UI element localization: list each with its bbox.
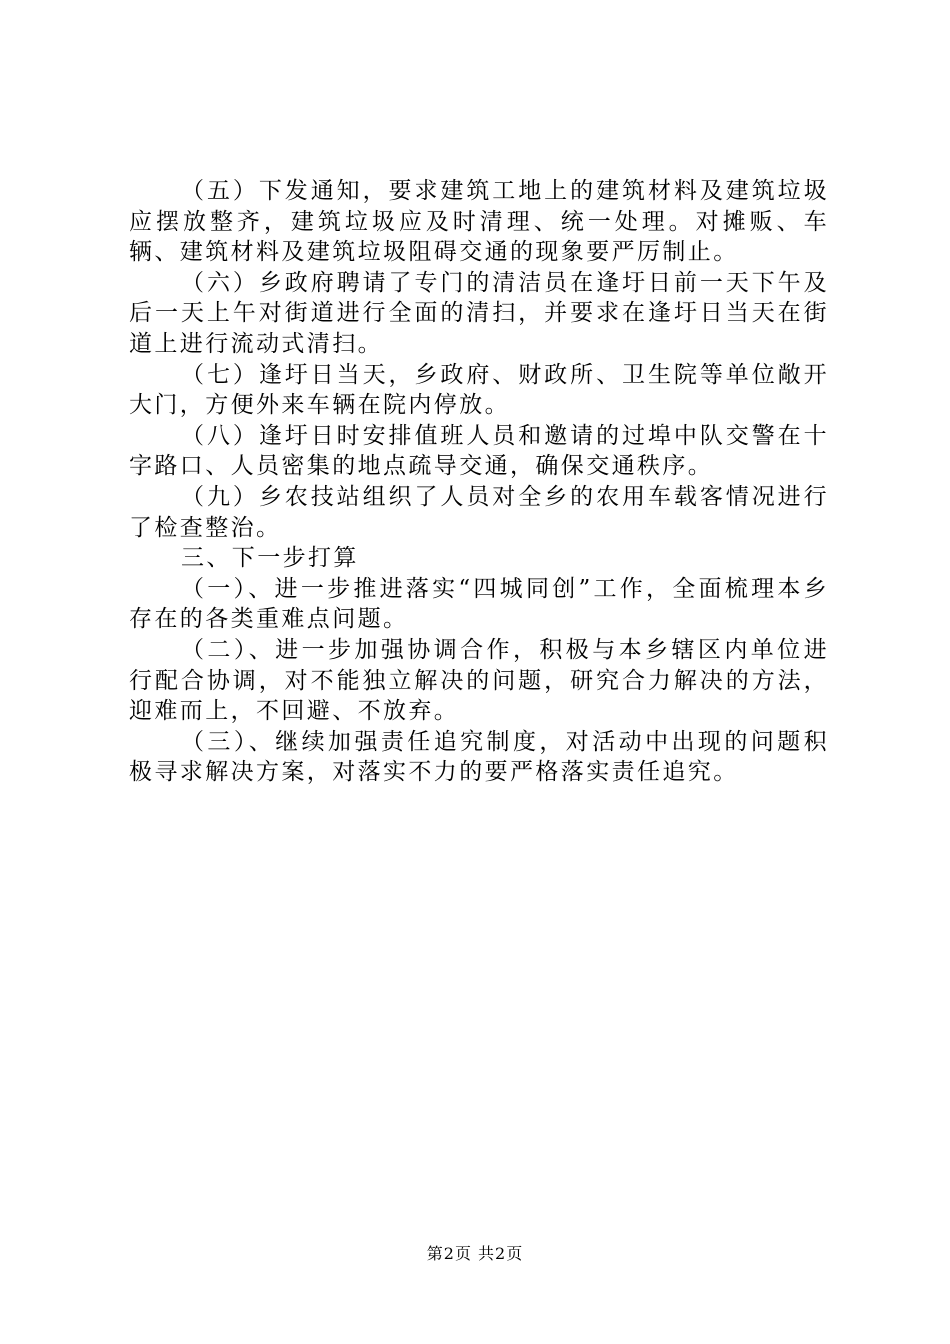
- document-body: [129, 176, 829, 788]
- paragraph-item-9: （九）乡农技站组织了人员对全乡的农用车载客情况进行了检查整治。: [129, 483, 829, 541]
- paragraph-item-5: （五）下发通知，要求建筑工地上的建筑材料及建筑垃圾应摆放整齐，建筑垃圾应及时清理、统一处理。对摊贩、车辆、建筑材料及建筑垃圾阻碍交通的现象要严厉制止。: [129, 178, 829, 266]
- paragraph-item-6: （六）乡政府聘请了专门的清洁员在逢圩日前一天下午及后一天上午对街道进行全面的清扫，并要求在逢圩日当天在街道上进行流动式清扫。: [129, 269, 829, 357]
- paragraph-item-8: （八）逢圩日时安排值班人员和邀请的过埠中队交警在十字路口、人员密集的地点疏导交通，确保交通秩序。: [129, 422, 829, 480]
- plan-item-2: （二）、进一步加强协调合作，积极与本乡辖区内单位进行配合协调，对不能独立解决的问题，研究合力解决的方法，迎难而上，不回避、不放弃。: [129, 636, 829, 725]
- paragraph-item-7: （七）逢圩日当天，乡政府、财政所、卫生院等单位敞开大门，方便外来车辆在院内停放。: [129, 361, 829, 419]
- section-heading-next-steps: 三、下一步打算: [181, 545, 359, 572]
- plan-item-1: （一）、进一步推进落实“四城同创”工作，全面梳理本乡存在的各类重难点问题。: [129, 575, 829, 633]
- page-footer: 第2页 共2页: [426, 1244, 524, 1263]
- plan-item-3: （三）、继续加强责任追究制度，对活动中出现的问题积极寻求解决方案，对落实不力的要严格落实责任追究。: [129, 728, 829, 786]
